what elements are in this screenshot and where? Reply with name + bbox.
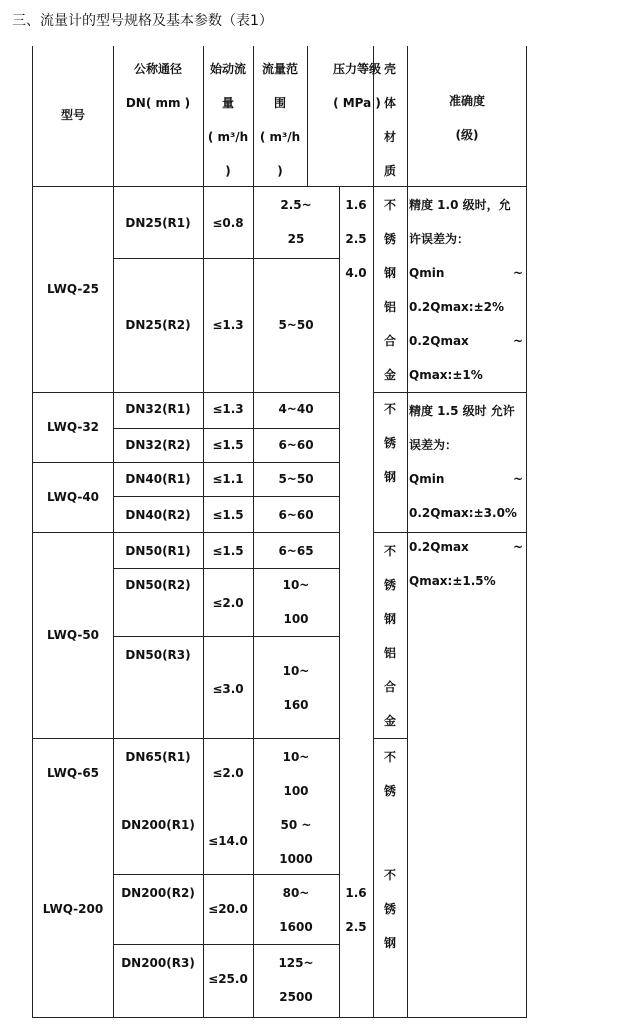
dn-cell: DN50(R1) <box>125 544 191 558</box>
column-divider <box>407 532 408 1018</box>
spec-table <box>32 46 527 1018</box>
model-lwq32: LWQ-32 <box>46 420 100 434</box>
table-bottom-border <box>33 1017 527 1018</box>
row-divider <box>113 258 339 259</box>
flow-range-cell: 2.5~ 25 <box>280 198 312 246</box>
start-flow-cell: ≤2.0 <box>212 766 244 780</box>
flow-range-cell: 80~ 1600 <box>279 886 313 934</box>
flow-range-cell: 125~ 2500 <box>278 956 314 1004</box>
accuracy-cell-1: 精度 1.0 级时，允 许误差为： Qmin ~ 0.2Qmax:±2% 0.2Qmax ~ Qmax:±1% <box>409 198 523 382</box>
header-model: 型号 <box>60 108 85 122</box>
flow-range-cell: 10~ 100 <box>282 578 310 626</box>
page-title: 三、流量计的型号规格及基本参数（表1） <box>12 13 273 29</box>
start-flow-cell: ≤14.0 <box>208 834 248 848</box>
column-divider <box>203 46 204 1018</box>
start-flow-cell: ≤3.0 <box>212 682 244 696</box>
model-lwq65: LWQ-65 <box>46 766 100 780</box>
start-flow-cell: ≤1.5 <box>212 544 244 558</box>
model-lwq25: LWQ-25 <box>46 282 100 296</box>
column-divider <box>113 46 114 1018</box>
start-flow-cell: ≤2.0 <box>212 596 244 610</box>
column-divider <box>407 186 408 532</box>
header-pressure: 压力等级 ( MPa ) <box>332 62 381 110</box>
table-right-border <box>526 46 527 1018</box>
flow-range-cell: 5~50 <box>278 318 314 332</box>
header-material: 壳 体 材 质 <box>383 62 396 178</box>
material-cell: 不 锈 钢 铝 合 金 <box>383 544 396 728</box>
material-cell: 不 锈 钢 <box>383 868 396 950</box>
dn-cell: DN32(R2) <box>125 438 191 452</box>
row-divider <box>113 496 339 497</box>
row-divider <box>33 532 339 533</box>
start-flow-cell: ≤1.5 <box>212 438 244 452</box>
header-start-flow: 始动流 量 ( m³/h ) <box>207 62 249 178</box>
start-flow-cell: ≤20.0 <box>208 902 248 916</box>
flow-range-cell: 4~40 <box>278 402 314 416</box>
model-lwq40: LWQ-40 <box>46 490 100 504</box>
header-flow-range: 流量范 围 ( m³/h ) <box>259 62 301 178</box>
dn-cell: DN200(R1) <box>121 818 195 832</box>
header-diameter: 公称通径 DN( mm ) <box>125 62 191 110</box>
pressure-cell: 1.6 2.5 <box>345 886 367 934</box>
dn-cell: DN40(R1) <box>125 472 191 486</box>
model-lwq50: LWQ-50 <box>46 628 100 642</box>
material-cell: 不 锈 钢 铝 合 金 <box>383 198 396 382</box>
dn-cell: DN50(R3) <box>125 648 191 662</box>
start-flow-cell: ≤25.0 <box>208 972 248 986</box>
dn-cell: DN32(R1) <box>125 402 191 416</box>
start-flow-cell: ≤1.3 <box>212 402 244 416</box>
flow-range-cell: 5~50 <box>278 472 314 486</box>
header-accuracy: 准确度 (级) <box>448 94 485 142</box>
dn-cell: DN50(R2) <box>125 578 191 592</box>
dn-cell: DN25(R1) <box>125 216 191 230</box>
flow-range-cell: 10~ 100 <box>282 750 310 798</box>
pressure-cell: 1.6 2.5 4.0 <box>345 198 367 280</box>
dn-cell: DN25(R2) <box>125 318 191 332</box>
flow-range-cell: 10~ 160 <box>282 664 310 712</box>
start-flow-cell: ≤1.1 <box>212 472 244 486</box>
model-lwq200: LWQ-200 <box>42 902 104 916</box>
flow-range-cell: 50 ~ 1000 <box>279 818 313 866</box>
flow-range-cell: 6~65 <box>278 544 314 558</box>
material-cell: 不 锈 钢 <box>383 402 396 484</box>
flow-range-cell: 6~60 <box>278 508 314 522</box>
dn-cell: DN200(R3) <box>121 956 195 970</box>
dn-cell: DN40(R2) <box>125 508 191 522</box>
row-divider <box>113 636 339 637</box>
row-divider <box>373 738 407 739</box>
start-flow-cell: ≤0.8 <box>212 216 244 230</box>
material-cell: 不 锈 <box>383 750 396 798</box>
accuracy-cell-2: 精度 1.5 级时 允许 误差为： Qmin ~ 0.2Qmax:±3.0% 0.2Qmax ~ Qmax:±1.5% <box>409 404 523 588</box>
dn-cell: DN65(R1) <box>125 750 191 764</box>
dn-cell: DN200(R2) <box>121 886 195 900</box>
row-divider <box>113 944 339 945</box>
row-divider <box>33 738 339 739</box>
start-flow-cell: ≤1.3 <box>212 318 244 332</box>
start-flow-cell: ≤1.5 <box>212 508 244 522</box>
flow-range-cell: 6~60 <box>278 438 314 452</box>
